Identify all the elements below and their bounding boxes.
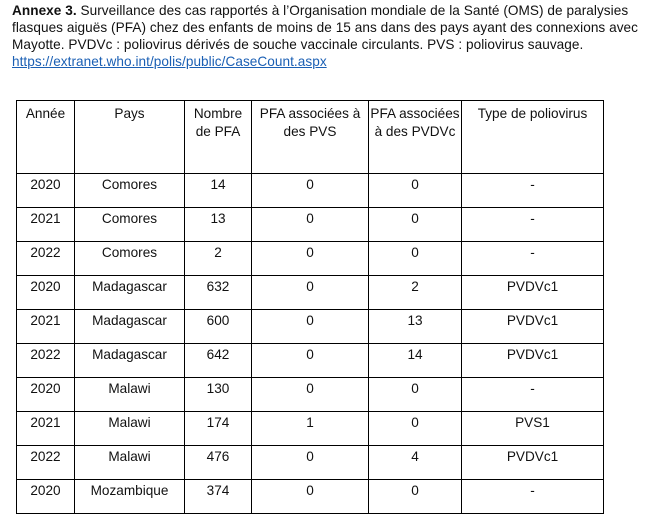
annex-description: Surveillance des cas rapportés à l’Organisation mondiale de la Santé (OMS) de paralysies flasques aiguës (PFA) chez des enfants de moins de 15 ans dans des pays ayant des connexions avec Mayotte. PVDVc : poliovirus dérivés de souche vaccinale circulants. PVS : poliovirus sauvage. — [12, 3, 639, 52]
cell-type-poliovirus: PVS1 — [462, 412, 604, 446]
cell-nombre-pfa: 2 — [185, 242, 252, 276]
cell-pfa-pvs: 0 — [252, 378, 369, 412]
cell-nombre-pfa: 600 — [185, 310, 252, 344]
cell-annee: 2021 — [17, 208, 75, 242]
header-type-poliovirus: Type de poliovirus — [462, 101, 604, 174]
table-row — [17, 480, 604, 514]
cell-nombre-pfa: 14 — [185, 174, 252, 208]
cell-annee: 2021 — [17, 310, 75, 344]
who-polis-link[interactable]: https://extranet.who.int/polis/public/CaseCount.aspx — [12, 54, 327, 69]
cell-annee: 2022 — [17, 344, 75, 378]
cell-pays: Madagascar — [75, 344, 185, 378]
cell-pfa-pvdvc: 0 — [369, 242, 462, 276]
cell-pfa-pvdvc: 0 — [369, 480, 462, 514]
cell-pfa-pvs: 0 — [252, 344, 369, 378]
cell-annee: 2020 — [17, 276, 75, 310]
cell-type-poliovirus: - — [462, 242, 604, 276]
header-pfa-pvdvc: PFA associées à des PVDVc — [369, 101, 462, 174]
cell-pfa-pvdvc: 13 — [369, 310, 462, 344]
cell-pays: Mozambique — [75, 480, 185, 514]
cell-type-poliovirus: PVDVc1 — [462, 446, 604, 480]
cell-type-poliovirus: PVDVc1 — [462, 310, 604, 344]
cell-type-poliovirus: PVDVc1 — [462, 276, 604, 310]
cell-pfa-pvdvc: 0 — [369, 208, 462, 242]
table-row — [17, 344, 604, 378]
cell-pfa-pvdvc: 0 — [369, 378, 462, 412]
cell-nombre-pfa: 374 — [185, 480, 252, 514]
header-annee: Année — [17, 101, 75, 174]
table-row — [17, 446, 604, 480]
annex-caption — [12, 2, 638, 70]
cell-annee: 2020 — [17, 480, 75, 514]
table-row — [17, 310, 604, 344]
cell-type-poliovirus: - — [462, 174, 604, 208]
cell-pfa-pvs: 0 — [252, 480, 369, 514]
cell-pfa-pvs: 0 — [252, 174, 369, 208]
cell-nombre-pfa: 13 — [185, 208, 252, 242]
cell-type-poliovirus: - — [462, 480, 604, 514]
header-pays: Pays — [75, 101, 185, 174]
table-row — [17, 378, 604, 412]
table-row — [17, 242, 604, 276]
cell-nombre-pfa: 642 — [185, 344, 252, 378]
cell-pfa-pvs: 0 — [252, 276, 369, 310]
cell-pfa-pvs: 0 — [252, 242, 369, 276]
header-pfa-pvs: PFA associées à des PVS — [252, 101, 369, 174]
cell-pays: Comores — [75, 242, 185, 276]
cell-annee: 2020 — [17, 174, 75, 208]
cell-pfa-pvs: 0 — [252, 446, 369, 480]
cell-nombre-pfa: 476 — [185, 446, 252, 480]
annex-label: Annexe 3. — [12, 3, 77, 18]
cell-annee: 2022 — [17, 242, 75, 276]
cell-annee: 2022 — [17, 446, 75, 480]
cell-pfa-pvs: 0 — [252, 208, 369, 242]
cell-pfa-pvs: 0 — [252, 310, 369, 344]
cell-pays: Madagascar — [75, 276, 185, 310]
table-row — [17, 276, 604, 310]
header-nombre-pfa: Nombre de PFA — [185, 101, 252, 174]
cell-pfa-pvdvc: 0 — [369, 412, 462, 446]
table-row — [17, 208, 604, 242]
cell-pfa-pvs: 1 — [252, 412, 369, 446]
cell-type-poliovirus: - — [462, 208, 604, 242]
cell-type-poliovirus: PVDVc1 — [462, 344, 604, 378]
cell-annee: 2021 — [17, 412, 75, 446]
cell-pays: Madagascar — [75, 310, 185, 344]
cell-pays: Malawi — [75, 412, 185, 446]
afp-surveillance-table — [16, 100, 604, 514]
cell-pays: Malawi — [75, 446, 185, 480]
cell-nombre-pfa: 174 — [185, 412, 252, 446]
cell-nombre-pfa: 130 — [185, 378, 252, 412]
cell-pays: Comores — [75, 174, 185, 208]
table-row — [17, 412, 604, 446]
table-header-row — [17, 101, 604, 174]
cell-pfa-pvdvc: 4 — [369, 446, 462, 480]
cell-pfa-pvdvc: 2 — [369, 276, 462, 310]
cell-pfa-pvdvc: 14 — [369, 344, 462, 378]
cell-type-poliovirus: - — [462, 378, 604, 412]
cell-pays: Comores — [75, 208, 185, 242]
cell-pfa-pvdvc: 0 — [369, 174, 462, 208]
cell-nombre-pfa: 632 — [185, 276, 252, 310]
cell-annee: 2020 — [17, 378, 75, 412]
cell-pays: Malawi — [75, 378, 185, 412]
table-row — [17, 174, 604, 208]
